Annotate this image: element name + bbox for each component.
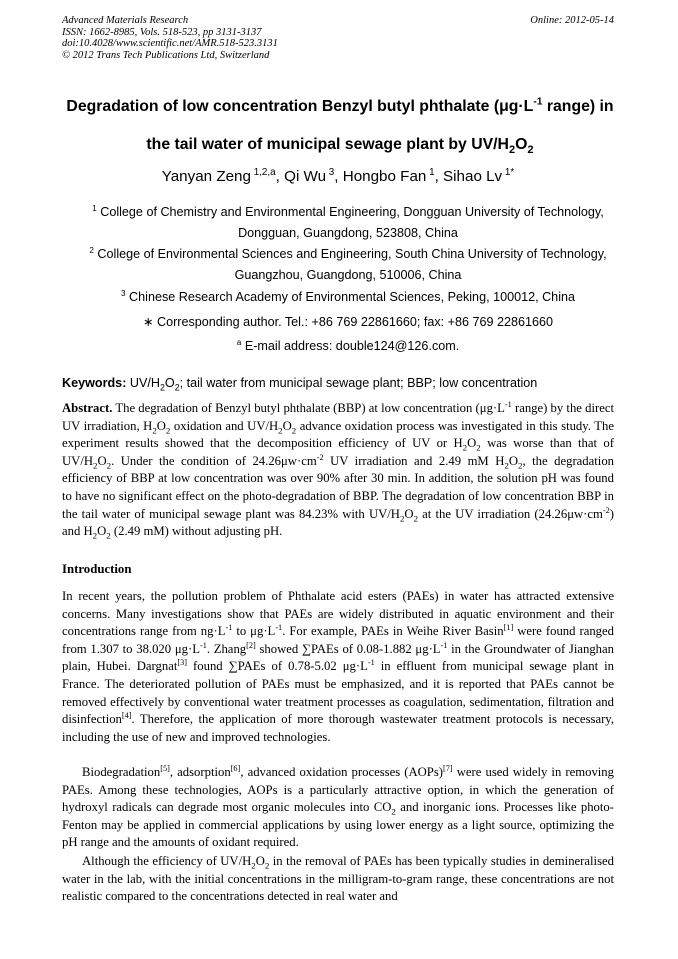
title-line-1: Degradation of low concentration Benzyl butyl phthalate ($\mu g\cdot L^{-1}$ range) in: [66, 96, 614, 115]
journal-header: [62, 15, 614, 61]
copyright-line: © 2012 Trans Tech Publications Ltd, Switzerland: [62, 49, 270, 61]
journal-name: Advanced Materials Research: [62, 15, 189, 26]
affiliation-1: $^1$ College of Chemistry and Environmental Engineering, Dongguan University of Technology, Dongguan, Guangdong, 523808, China: [92, 203, 604, 240]
corresponding-author: ∗ Corresponding author. Tel.: +86 769 22861660; fax: +86 769 22861660: [142, 315, 554, 329]
intro-paragraph-3: Although the efficiency of $UV/H_2O_2$ in the removal of PAEs has been typically studies in demineralised water in the lab, with the initial concentrations in the milligram-to-gram range, these concentrations are not realistic compared to the concentrations detected in real water and: [62, 854, 614, 904]
abstract: Abstract. The degradation of Benzyl butyl phthalate (BBP) at low concentration ($\mu g\cdot L^{-1}$ range) by the direct UV irradiation, $H_2O_2$ oxidation and $UV/H_2O_2$ advance oxidation process was investigated in this study. The experiment results showed that the decomposition efficiency of UV or $H_2O_2$ was worse than that of $UV/H_2O_2$. Under the condition of $24.26\mu w\cdot cm^{-2}$ UV irradiation and 2.49 mM $H_2O_2$, the degradation efficiency of BBP at low concentration was over 90% after 30 min. In addition, the solution pH was found to have no significant effect on the photo-degradation of BBP. The degradation of low concentration BBP in the tail water of municipal sewage plant was 84.23% with $UV/H_2O_2$ at the UV irradiation $(24.26\mu w\cdot cm^{-2})$ and $H_2O_2$ (2.49 mM) without adjusting pH.: [62, 399, 615, 541]
keywords-label: Keywords:: [62, 376, 127, 390]
citation: [5]: [160, 763, 170, 773]
issn-line: ISSN: 1662-8985, Vols. 518-523, pp 3131-3137: [62, 26, 262, 38]
intro-paragraph-1: In recent years, the pollution problem of Phthalate acid esters (PAEs) in water has attracted extensive concerns. Many investigations show that PAEs are widely distributed in aquatic environment and their concentrations range from $ng\cdot L^{-1}$ to $\mu g\cdot L^{-1}$. For example, PAEs in Weihe River Basin[1] were found ranged from 1.307 to 38.020 $\mu g\cdot L^{-1}$. Zhang[2] showed ∑PAEs of 0.08-1.882 $\mu g\cdot L^{-1}$ in the Groundwater of Jianghan plain, Hubei. Dargnat[3] found ∑PAEs of 0.78-5.02 $\mu g\cdot L^{-1}$ in effluent from municipal sewage plant in France. The deteriorated pollution of PAEs must be emphasized, and it is reported that PAEs cannot be removed effectively by conventional water treatment processes as coagulation, sedimentation, filtration and disinfection[4]. Therefore, the application of more thorough wastewater treatment protocols is necessary, including the use of new and improved technologies.: [62, 589, 614, 744]
author-name: Yanyan Zeng: [161, 168, 251, 185]
author-list: Yanyan Zeng $^{1,2,a}$, Qi Wu $^3$, Hongbo Fan $^1$, Sihao Lv $^{1*}$: [161, 166, 515, 185]
affiliation-3: $^3$ Chinese Research Academy of Environmental Sciences, Peking, 100012, China: [121, 288, 575, 304]
section-heading-introduction: Introduction: [62, 562, 132, 576]
author-name: Qi Wu: [284, 168, 327, 185]
affiliation-2: $^2$ College of Environmental Sciences and Engineering, South China University of Technology, Guangzhou, Guangdong, 510006, China: [89, 245, 607, 282]
email-address: $^a$ E-mail address: double124@126.com.: [236, 337, 460, 353]
citation: [2]: [246, 640, 256, 650]
abstract-label: Abstract.: [62, 401, 113, 415]
citation: [1]: [503, 622, 514, 632]
keywords: Keywords: $UV/H_2O_2$; tail water from municipal sewage plant; BBP; low concentration: [62, 376, 538, 393]
doi-line: doi:10.4028/www.scientific.net/AMR.518-523.3131: [62, 38, 278, 49]
author-name: Sihao Lv: [443, 168, 503, 185]
citation: [3]: [177, 658, 188, 668]
title-line-2: the tail water of municipal sewage plant by $UV/H_2O_2$: [146, 136, 534, 157]
paper-title: [40, 88, 640, 164]
intro-paragraph-2: Biodegradation[5], adsorption[6], advanced oxidation processes (AOPs)[7] were used widely in removing PAEs. Among these technologies, AOPs is a particularly attractive option, in which the generation of hydroxyl radicals can degrade most organic molecules into $CO_2$ and inorganic ions. Processes like photo-Fenton may be applied in commercial applications by using lower energy as a light source, optimizing the pH range and the amounts of oxidant required.: [62, 763, 614, 850]
citation: [4]: [121, 710, 132, 720]
author-name: Hongbo Fan: [342, 168, 427, 185]
online-date: Online: 2012-05-14: [530, 15, 614, 26]
citation: [6]: [230, 763, 241, 773]
citation: [7]: [443, 763, 453, 773]
